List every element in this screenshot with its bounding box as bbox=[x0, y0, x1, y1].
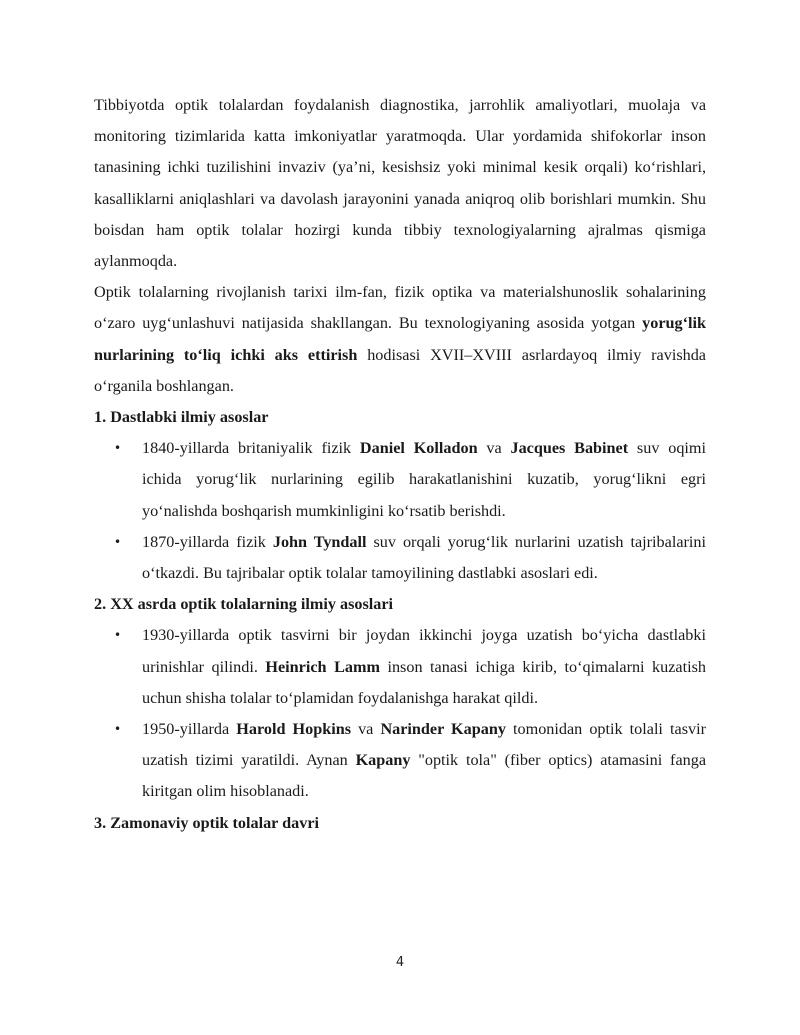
intro-paragraph: Tibbiyotda optik tolalardan foydalanish diagnostika, jarrohlik amaliyotlari, muolaja va monitoring tizimlarida katta imkoniyatlar yaratmoqda. Ular yordamida shifokorlar inson tanasining ichki tuzilishini invaziv (ya’ni, kesishsiz yoki minimal kesik orqali) ko‘rishlari, kasalliklarni aniqlashlari va davolash jarayonini yanada aniqroq olib borishlari mumkin. Shu boisdan ham optik tolalar hozirgi kunda tibbiy texnologiyalarning ajralmas qismiga aylanmoqda. bbox=[94, 96, 706, 271]
bullet-list bbox=[94, 620, 706, 807]
item-text: suv orqali yorug‘lik nurlarini uzatish tajribalarini o‘tkazdi. Bu tajribalar optik tolalar tamoyilining dastlabki asoslari edi. bbox=[142, 532, 706, 583]
bold-term: Kapany bbox=[355, 751, 411, 770]
sections-container bbox=[94, 402, 706, 839]
bold-term: Narinder Kapany bbox=[380, 720, 506, 739]
bullet-list-item bbox=[94, 620, 706, 714]
bullet-icon: • bbox=[114, 441, 122, 456]
item-text: 1840-yillarda britaniyalik fizik bbox=[142, 439, 360, 458]
bullet-list-item bbox=[94, 714, 706, 808]
bold-term: Daniel Kolladon bbox=[359, 439, 478, 458]
bold-term: John Tyndall bbox=[272, 532, 367, 551]
bullet-icon: • bbox=[114, 534, 122, 549]
page-number: 4 bbox=[395, 955, 405, 970]
bullet-list-item bbox=[94, 433, 706, 527]
section-heading: 1. Dastlabki ilmiy asoslar bbox=[94, 408, 269, 427]
history-text-start: Optik tolalarning rivojlanish tarixi ilm-fan, fizik optika va materialshunoslik sohalarining o‘zaro uyg‘unlashuvi natijasida shakllangan. Bu texnologiyaning asosida yotgan bbox=[94, 283, 706, 333]
item-text: tomonidan optik tolali tasvir uzatish tizimi yaratildi. Aynan bbox=[142, 720, 706, 770]
item-text: "optik tola" (fiber optics) atamasini fanga kiritgan olim hisoblanadi. bbox=[142, 751, 706, 801]
bullet-icon: • bbox=[114, 628, 122, 643]
bold-term: Heinrich Lamm bbox=[265, 657, 380, 676]
item-text: suv oqimi ichida yorug‘lik nurlarining egilib harakatlanishini kuzatib, yorug‘likni egri yo‘nalishda boshqarish mumkinligini ko‘rsatib berishdi. bbox=[142, 439, 707, 520]
section-heading: 3. Zamonaviy optik tolalar davri bbox=[94, 813, 319, 832]
history-text-end: hodisasi XVII–XVIII asrlardayoq ilmiy ravishda o‘rganila boshlangan. bbox=[94, 345, 706, 395]
history-text-bold: yorug‘lik nurlarining to‘liq ichki aks ettirish bbox=[94, 314, 706, 364]
item-text: inson tanasi ichiga kirib, to‘qimalarni kuzatish uchun shisha tolalar to‘plamidan foydalanishga harakat qildi. bbox=[142, 657, 707, 707]
history-paragraph bbox=[94, 277, 706, 402]
bullet-icon: • bbox=[114, 722, 122, 737]
bullet-list bbox=[94, 433, 706, 589]
item-text: 1870-yillarda fizik bbox=[142, 532, 273, 551]
bold-term: Harold Hopkins bbox=[236, 720, 352, 739]
item-text: va bbox=[351, 720, 381, 739]
item-text: va bbox=[477, 439, 511, 458]
section-heading: 2. XX asrda optik tolalarning ilmiy asoslari bbox=[94, 595, 394, 614]
bold-term: Jacques Babinet bbox=[510, 439, 629, 458]
item-text: 1950-yillarda bbox=[142, 720, 237, 739]
bullet-list-item bbox=[94, 527, 706, 589]
item-text: 1930-yillarda optik tasvirni bir joydan ikkinchi joyga uzatish bo‘yicha dastlabki urinishlar qilindi. bbox=[142, 626, 706, 676]
document-page bbox=[94, 90, 706, 839]
